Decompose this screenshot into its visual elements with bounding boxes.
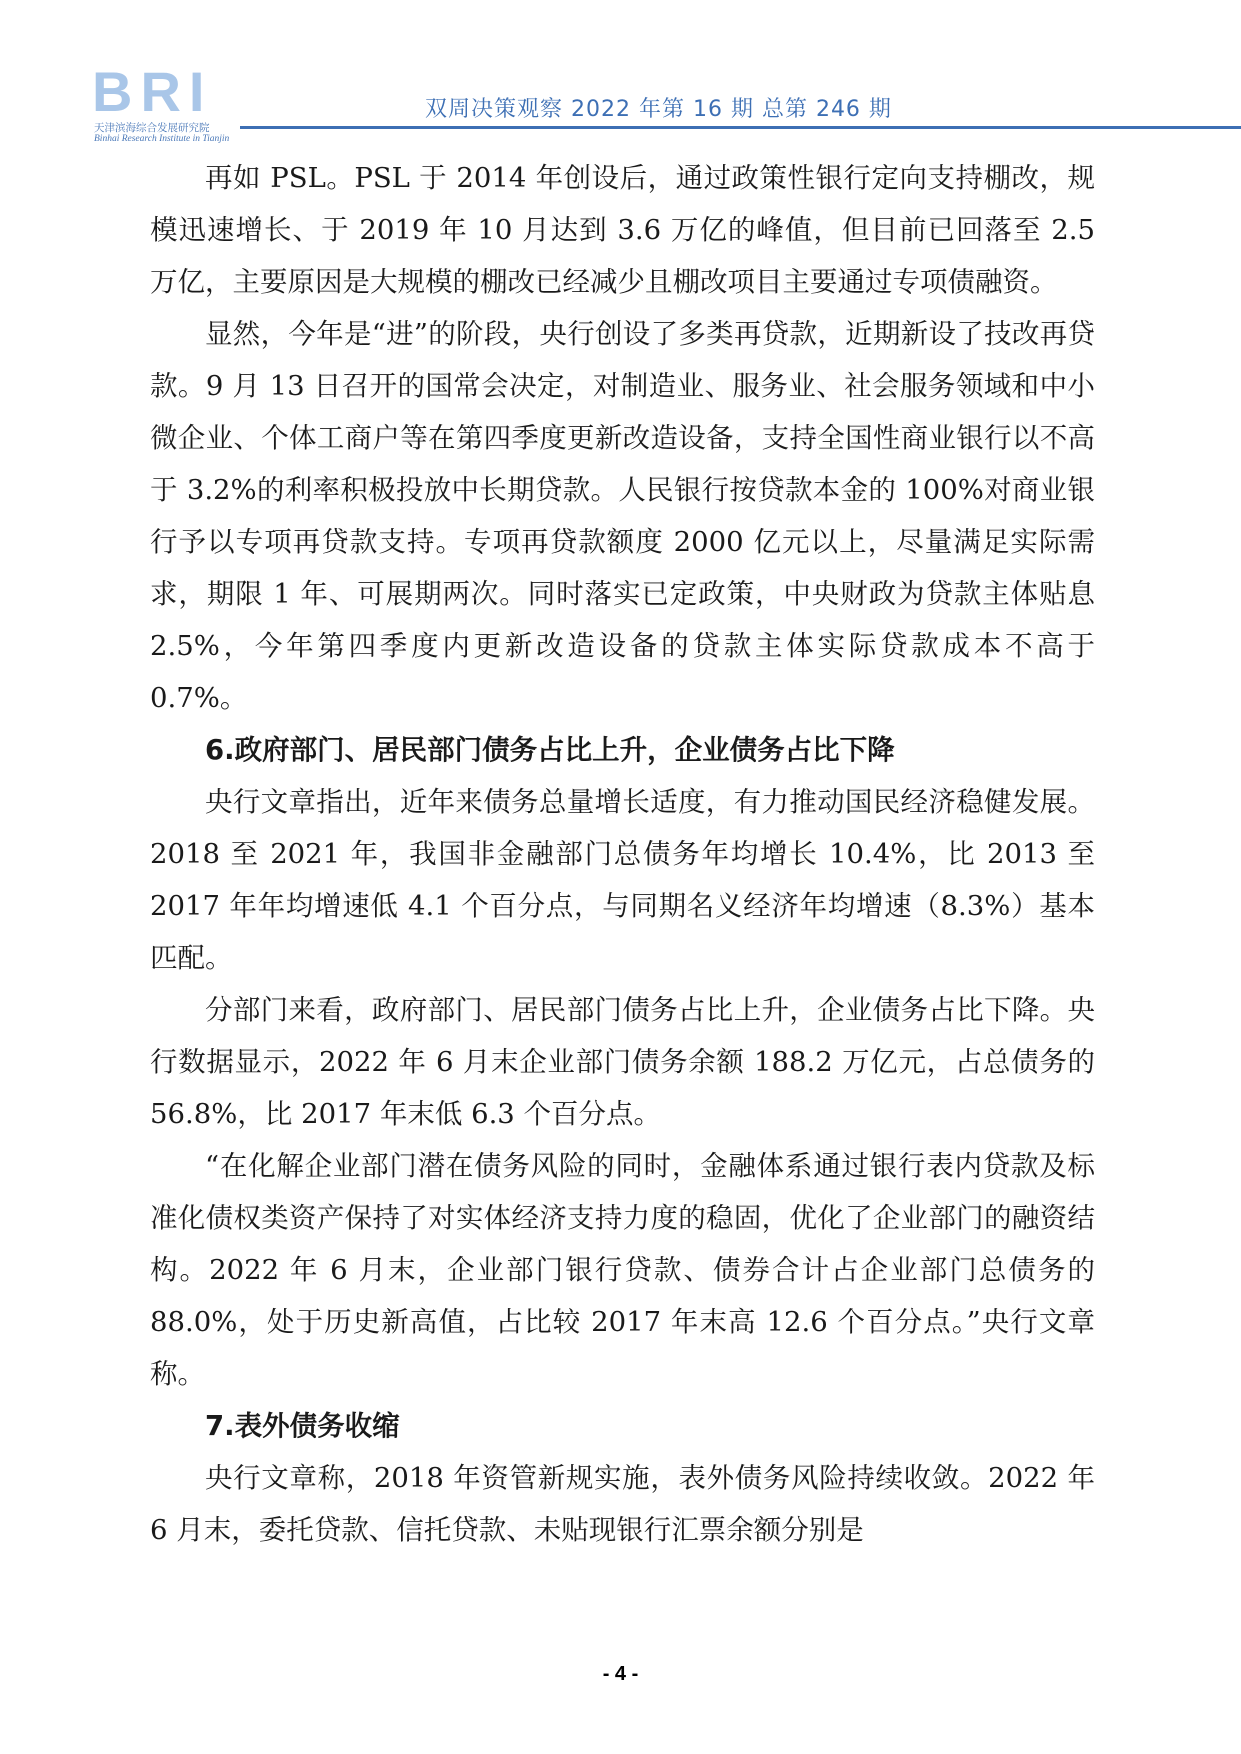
paragraph-psl: 再如 PSL。PSL 于 2014 年创设后，通过政策性银行定向支持棚改，规模迅速增长、于 2019 年 10 月达到 3.6 万亿的峰值，但目前已回落至 2.5 万亿，主要原因是大规模的棚改已经减少且棚改项目主要通过专项债融资。 xyxy=(150,162,1095,298)
logo-letters: BRI xyxy=(92,60,213,123)
header-divider xyxy=(240,126,1241,129)
publication-title: 双周决策观察 2022 年第 16 期 总第 246 期 xyxy=(425,97,892,122)
paragraph-sector-share: 分部门来看，政府部门、居民部门债务占比上升，企业债务占比下降。央行数据显示，2022 年 6 月末企业部门债务余额 188.2 万亿元，占总债务的 56.8%，比 2017 年末低 6.3 个百分点。 xyxy=(150,994,1095,1130)
paragraph-quote: “在化解企业部门潜在债务风险的同时，金融体系通过银行表内贷款及标准化债权类资产保持了对实体经济支持力度的稳固，优化了企业部门的融资结构。2022 年 6 月末，企业部门银行贷款、债券合计占企业部门总债务的 88.0%，处于历史新高值，占比较 2017 年末高 12.6 个百分点。”央行文章称。 xyxy=(150,1150,1095,1390)
page-number: - 4 - xyxy=(602,1663,639,1685)
article-body xyxy=(150,152,1095,1556)
bri-logo xyxy=(92,60,292,144)
section-heading-7: 7.表外债务收缩 xyxy=(205,1410,400,1442)
logo-chinese-name: 天津滨海综合发展研究院 xyxy=(94,122,210,134)
paragraph-off-balance: 央行文章称，2018 年资管新规实施，表外债务风险持续收敛。2022 年 6 月末，委托贷款、信托贷款、未贴现银行汇票余额分别是 xyxy=(150,1462,1095,1546)
section-heading-6: 6.政府部门、居民部门债务占比上升，企业债务占比下降 xyxy=(205,734,895,766)
page-header xyxy=(0,0,1241,150)
logo-english-name: Binhai Research Institute in Tianjin xyxy=(94,134,230,144)
paragraph-relending: 显然，今年是“进”的阶段，央行创设了多类再贷款，近期新设了技改再贷款。9 月 13 日召开的国常会决定，对制造业、服务业、社会服务领域和中小微企业、个体工商户等在第四季度更新改造设备，支持全国性商业银行以不高于 3.2%的利率积极投放中长期贷款。人民银行按贷款本金的 100%对商业银行予以专项再贷款支持。专项再贷款额度 2000 亿元以上，尽量满足实际需求，期限 1 年、可展期两次。同时落实已定政策，中央财政为贷款主体贴息 2.5%，今年第四季度内更新改造设备的贷款主体实际贷款成本不高于 0.7%。 xyxy=(150,318,1095,714)
paragraph-debt-growth: 央行文章指出，近年来债务总量增长适度，有力推动国民经济稳健发展。2018 至 2021 年，我国非金融部门总债务年均增长 10.4%，比 2013 至 2017 年年均增速低 4.1 个百分点，与同期名义经济年均增速（8.3%）基本匹配。 xyxy=(150,786,1095,974)
